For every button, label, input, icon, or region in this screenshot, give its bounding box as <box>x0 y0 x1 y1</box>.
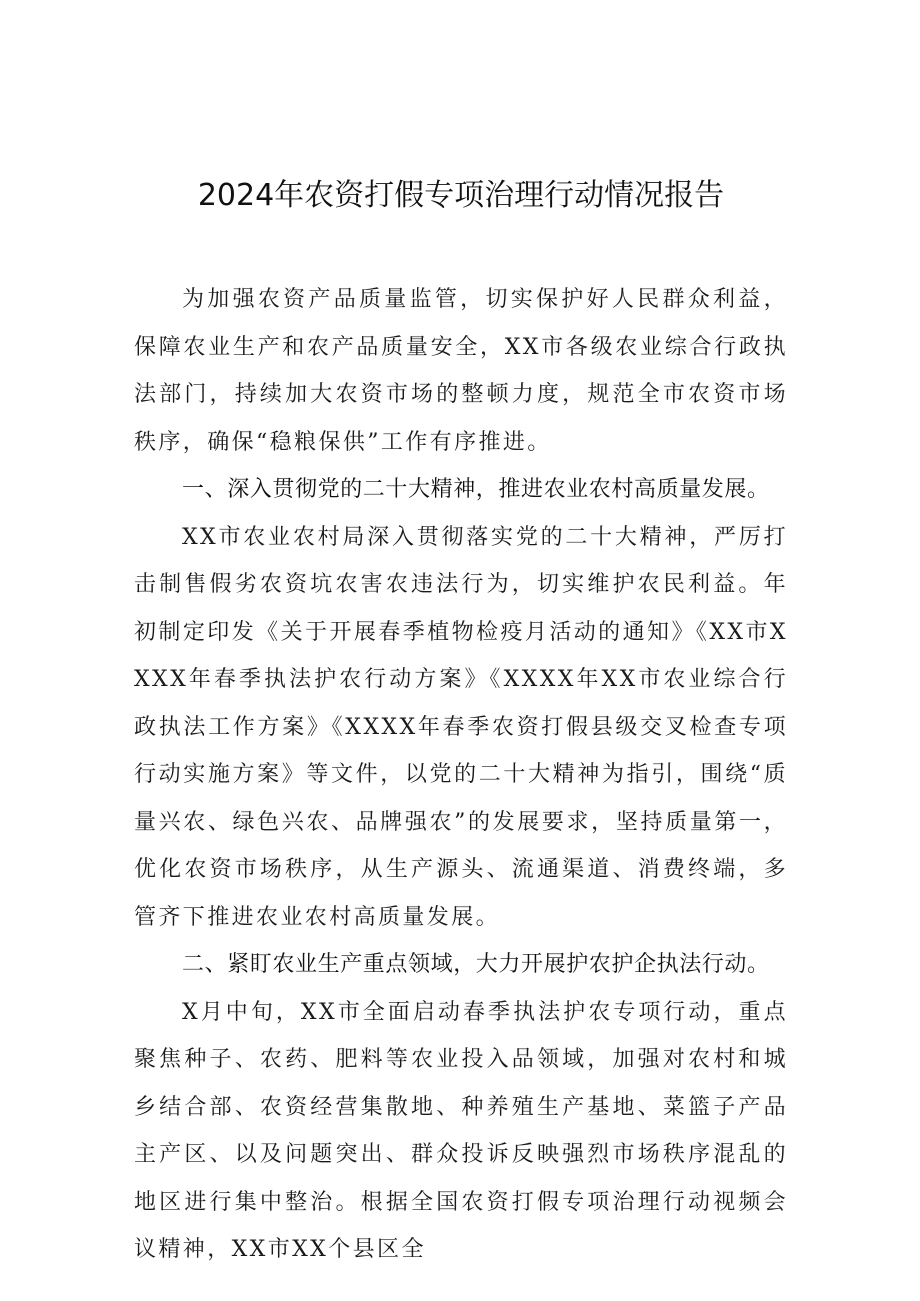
document-title: 2024年农资打假专项治理行动情况报告 <box>197 178 725 213</box>
section-2-paragraph: X月中旬，XX市全面启动春季执法护农专项行动，重点聚焦种子、农药、肥料等农业投入品领域，加强对农村和城乡结合部、农资经营集散地、种养殖生产基地、菜篮子产品主产区、以及问题突出、群众投诉反映强烈市场秩序混乱的地区进行集中整治。根据全国农资打假专项治理行动视频会议精神，XX市XX个县区全 <box>134 999 788 1262</box>
document-body <box>134 276 788 1274</box>
intro-paragraph: 为加强农资产品质量监管，切实保护好人民群众利益，保障农业生产和农产品质量安全，XX市各级农业综合行政执法部门，持续加大农资市场的整顿力度，规范全市农资市场秩序，确保“稳粮保供”工作有序推进。 <box>134 287 788 455</box>
section-1-paragraph: XX市农业农村局深入贯彻落实党的二十大精神，严厉打击制售假劣农资坑农害农违法行为，切实维护农民利益。年初制定印发《关于开展春季植物检疫月活动的通知》《XX市XXXX年春季执法护农行动方案》《XXXX年XX市农业综合行政执法工作方案》《XXXX年春季农资打假县级交叉检查专项行动实施方案》等文件，以党的二十大精神为指引，围绕“质量兴农、绿色兴农、品牌强农”的发展要求，坚持质量第一，优化农资市场秩序，从生产源头、流通渠道、消费终端，多管齐下推进农业农村高质量发展。 <box>134 524 788 930</box>
section-heading-1: 一、深入贯彻党的二十大精神，推进农业农村高质量发展。 <box>182 477 770 502</box>
section-heading-2: 二、紧盯农业生产重点领域，大力开展护农护企执法行动。 <box>182 952 770 977</box>
